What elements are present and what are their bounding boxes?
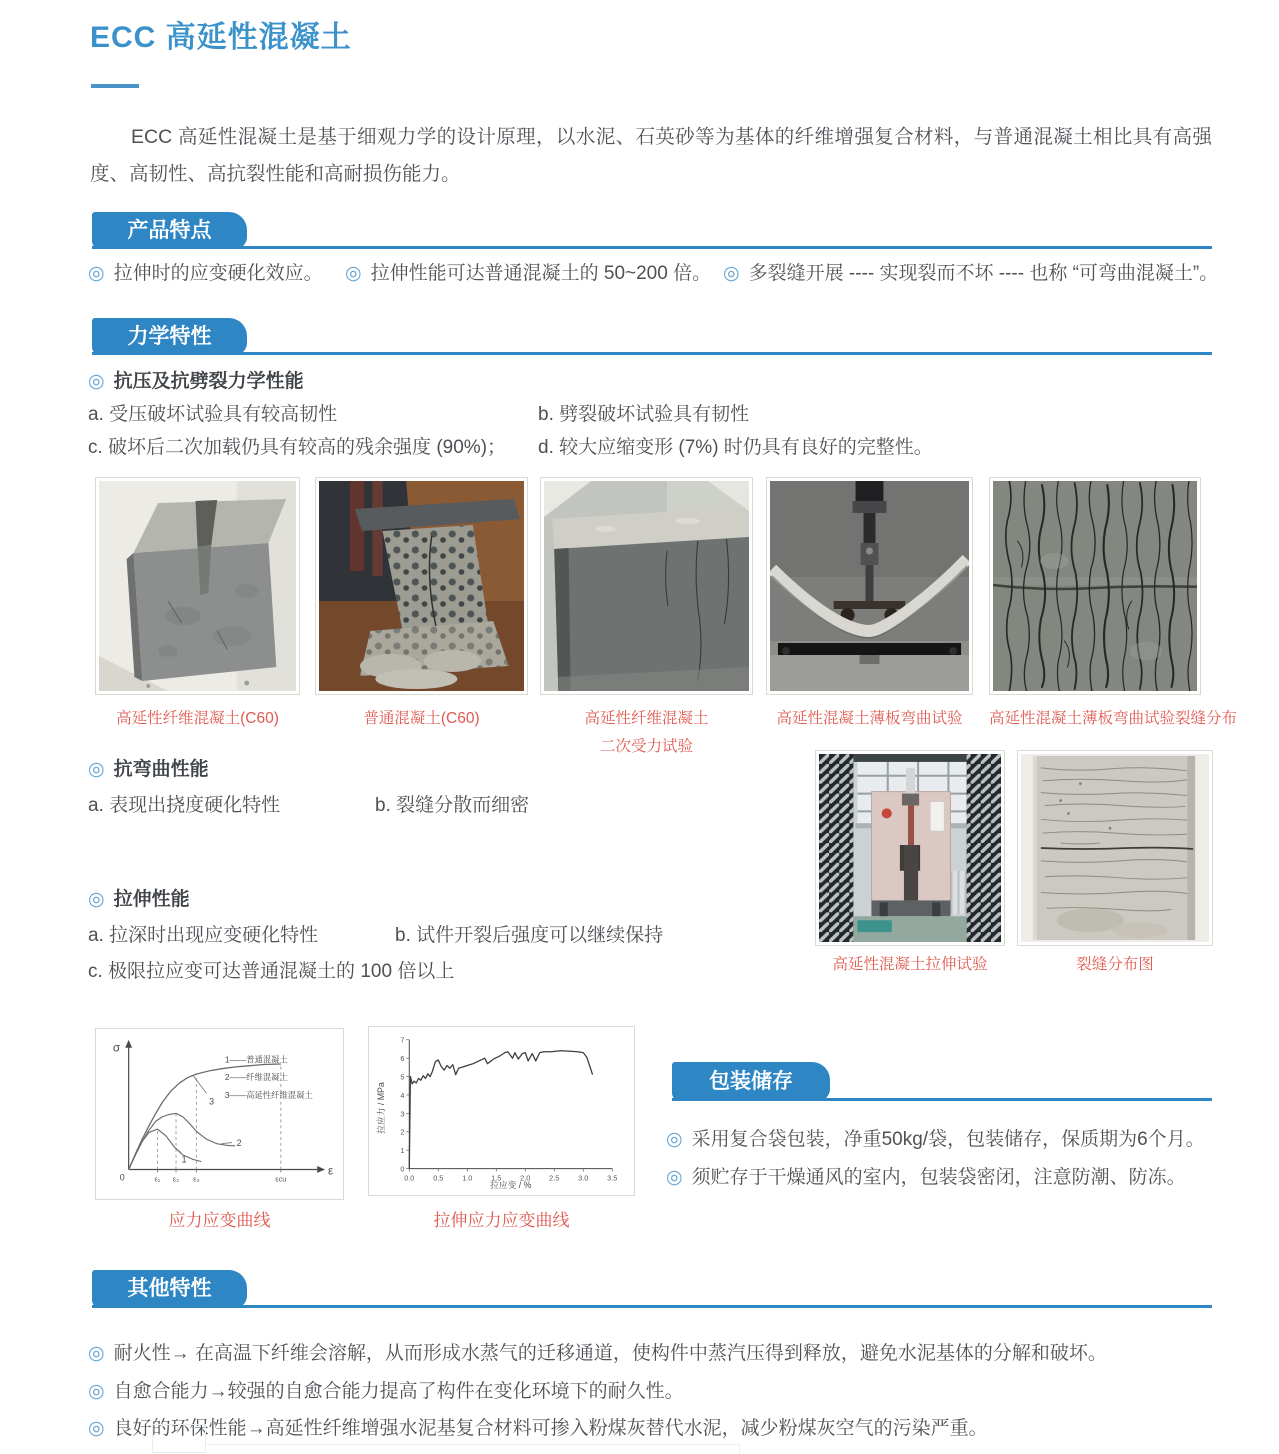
section-heading-other: 其他特性 <box>92 1270 247 1308</box>
svg-text:1.5: 1.5 <box>491 1173 502 1183</box>
list-item-b: b. 裂缝分散而细密 <box>375 795 530 816</box>
dark-cube-photo <box>544 481 749 691</box>
subsection-title: 抗弯曲性能 <box>113 759 209 780</box>
figure-ductile-fiber-concrete-c60 <box>95 477 300 695</box>
section-heading-packaging: 包装储存 <box>672 1062 830 1101</box>
svg-text:ε₂: ε₂ <box>172 1174 180 1184</box>
section-heading-features: 产品特点 <box>92 212 247 249</box>
list-item-c: c. 极限拉应变可达普通混凝土的 100 倍以上 <box>88 961 455 982</box>
intro-paragraph: ECC 高延性混凝土是基于细观力学的设计原理，以水泥、石英砂等为基体的纤维增强复合材料，与普通混凝土相比具有高强度、高韧性、高抗裂性能和高耐损伤能力。 <box>90 126 1212 185</box>
figure-crack-distribution-map <box>1017 750 1213 946</box>
figure-tensile-test-machine <box>815 750 1005 946</box>
other-item-text: 良好的环保性能→高延性纤维增强水泥基复合材料可掺入粉煤灰替代水泥，减少粉煤灰空气的污染严重。 <box>113 1418 988 1439</box>
list-item-c: c. 破坏后二次加载仍具有较高的残余强度 (90%)； <box>88 437 507 458</box>
section-rule-features <box>92 246 1212 249</box>
svg-text:ε: ε <box>328 1164 334 1178</box>
svg-text:2.5: 2.5 <box>549 1173 560 1183</box>
svg-text:1: 1 <box>400 1146 405 1156</box>
chart-caption: 应力应变曲线 <box>168 1211 271 1230</box>
photo-caption: 高延性混凝土拉伸试验 <box>832 956 988 973</box>
svg-text:7: 7 <box>400 1035 405 1045</box>
other-item <box>88 1376 684 1403</box>
figure-caption: 普通混凝土(C60) <box>363 710 480 727</box>
other-item <box>88 1413 988 1440</box>
list-item-b: b. 试件开裂后强度可以继续保持 <box>395 925 664 946</box>
svg-text:5: 5 <box>400 1072 405 1082</box>
svg-text:ε₃: ε₃ <box>193 1174 200 1184</box>
svg-text:拉应力 / MPa: 拉应力 / MPa <box>375 1082 386 1134</box>
figure-caption: 高延性混凝土薄板弯曲试验 <box>776 710 963 727</box>
section-rule-other <box>92 1305 1212 1308</box>
figure-bending-crack-distribution <box>989 477 1201 695</box>
feature-item <box>345 258 711 285</box>
svg-text:2: 2 <box>236 1137 242 1148</box>
svg-text:3: 3 <box>209 1096 215 1107</box>
figure-thin-plate-bending-test <box>766 477 973 695</box>
svg-text:4: 4 <box>400 1090 405 1100</box>
page-bottom-ghost-edge <box>206 1444 740 1454</box>
list-item-a: a. 受压破坏试验具有较高韧性 <box>88 404 338 425</box>
crushed-concrete-photo <box>319 481 524 691</box>
ring-bullet-icon: ◎ <box>88 371 105 392</box>
figure-ordinary-concrete-c60 <box>315 477 528 695</box>
stress-strain-chart-svg <box>99 1032 340 1196</box>
crack-pattern-photo <box>993 481 1197 691</box>
page-title: ECC 高延性混凝土 <box>90 21 352 54</box>
section-rule-mechanical <box>92 352 1212 355</box>
tensile-stress-strain-chart-svg <box>372 1030 631 1192</box>
feature-item-text: 拉伸时的应变硬化效应。 <box>113 263 323 284</box>
photo-caption: 裂缝分布图 <box>1076 956 1154 973</box>
ring-bullet-icon: ◎ <box>88 1343 105 1364</box>
ring-bullet-icon: ◎ <box>88 263 105 284</box>
figure-caption: 高延性混凝土薄板弯曲试验裂缝分布 <box>989 710 1238 727</box>
svg-text:εcu: εcu <box>275 1174 287 1184</box>
tensile-test-photo <box>819 754 1001 942</box>
feature-item <box>723 258 1218 285</box>
svg-text:1——普通混凝土: 1——普通混凝土 <box>224 1054 288 1065</box>
svg-text:1.0: 1.0 <box>462 1173 473 1183</box>
feature-item <box>88 258 323 285</box>
ring-bullet-icon: ◎ <box>88 1381 105 1402</box>
figure-caption-line2: 二次受力试验 <box>599 738 693 755</box>
concrete-cube-photo <box>99 481 296 691</box>
packaging-item-text: 采用复合袋包装，净重50kg/袋，包装储存，保质期为6个月。 <box>691 1129 1205 1150</box>
figure-secondary-loading-test <box>540 477 753 695</box>
ring-bullet-icon: ◎ <box>666 1129 683 1150</box>
subsection-bending <box>88 754 209 781</box>
figure-caption: 高延性纤维混凝土(C60) <box>116 710 279 727</box>
subsection-tension <box>88 884 190 911</box>
page-bottom-ghost-shape <box>152 1424 206 1453</box>
svg-text:ε₁: ε₁ <box>154 1174 161 1184</box>
other-item-text: 自愈合能力→较强的自愈合能力提高了构件在变化环境下的耐久性。 <box>113 1381 684 1402</box>
svg-text:2.0: 2.0 <box>520 1173 531 1183</box>
tensile-stress-strain-curve-chart <box>368 1026 635 1196</box>
other-item-text: 耐火性→ 在高温下纤维会溶解，从而形成水蒸气的迁移通道，使构件中蒸汽压得到释放，避免水泥基体的分解和破坏。 <box>113 1343 1107 1364</box>
svg-text:2——纤维混凝土: 2——纤维混凝土 <box>224 1072 288 1083</box>
list-item-a: a. 表现出挠度硬化特性 <box>88 795 281 816</box>
other-item <box>88 1338 1107 1365</box>
ring-bullet-icon: ◎ <box>88 759 105 780</box>
stress-strain-curve-chart <box>95 1028 344 1200</box>
svg-text:0: 0 <box>400 1164 405 1174</box>
figure-caption: 高延性纤维混凝土 <box>584 710 709 727</box>
ring-bullet-icon: ◎ <box>723 263 740 284</box>
svg-text:σ: σ <box>112 1041 121 1055</box>
bending-test-photo <box>770 481 969 691</box>
svg-text:0.5: 0.5 <box>433 1173 444 1183</box>
svg-text:1: 1 <box>181 1154 187 1165</box>
list-item-b: b. 劈裂破坏试验具有韧性 <box>538 404 750 425</box>
list-item-d: d. 较大应缩变形 (7%) 时仍具有良好的完整性。 <box>538 437 933 458</box>
title-underline <box>91 84 139 88</box>
list-item-a: a. 拉深时出现应变硬化特性 <box>88 925 319 946</box>
subsection-title: 拉伸性能 <box>113 889 190 910</box>
ring-bullet-icon: ◎ <box>88 889 105 910</box>
chart-caption: 拉伸应力应变曲线 <box>433 1211 570 1230</box>
ring-bullet-icon: ◎ <box>666 1167 683 1188</box>
svg-text:拉应变 / %: 拉应变 / % <box>490 1180 532 1191</box>
ring-bullet-icon: ◎ <box>345 263 362 284</box>
svg-text:2: 2 <box>400 1127 405 1137</box>
packaging-item <box>666 1162 1186 1189</box>
svg-text:0.0: 0.0 <box>404 1173 415 1183</box>
subsection-compression <box>88 366 304 393</box>
section-heading-mechanical: 力学特性 <box>92 318 247 355</box>
svg-text:3: 3 <box>400 1109 405 1119</box>
feature-item-text: 拉伸性能可达普通混凝土的 50~200 倍。 <box>370 263 712 284</box>
svg-text:0: 0 <box>119 1172 125 1183</box>
packaging-item-text: 须贮存于干燥通风的室内，包装袋密闭，注意防潮、防冻。 <box>691 1167 1186 1188</box>
subsection-title: 抗压及抗劈裂力学性能 <box>113 371 304 392</box>
packaging-item <box>666 1124 1205 1151</box>
svg-text:3.0: 3.0 <box>578 1173 589 1183</box>
svg-text:3——高延性纤维混凝土: 3——高延性纤维混凝土 <box>224 1089 313 1100</box>
feature-item-text: 多裂缝开展 ---- 实现裂而不坏 ---- 也称 “可弯曲混凝土”。 <box>748 263 1219 284</box>
ring-bullet-icon: ◎ <box>88 1418 105 1439</box>
svg-text:3.5: 3.5 <box>607 1173 618 1183</box>
svg-text:6: 6 <box>400 1054 405 1064</box>
crack-map-photo <box>1021 754 1209 942</box>
